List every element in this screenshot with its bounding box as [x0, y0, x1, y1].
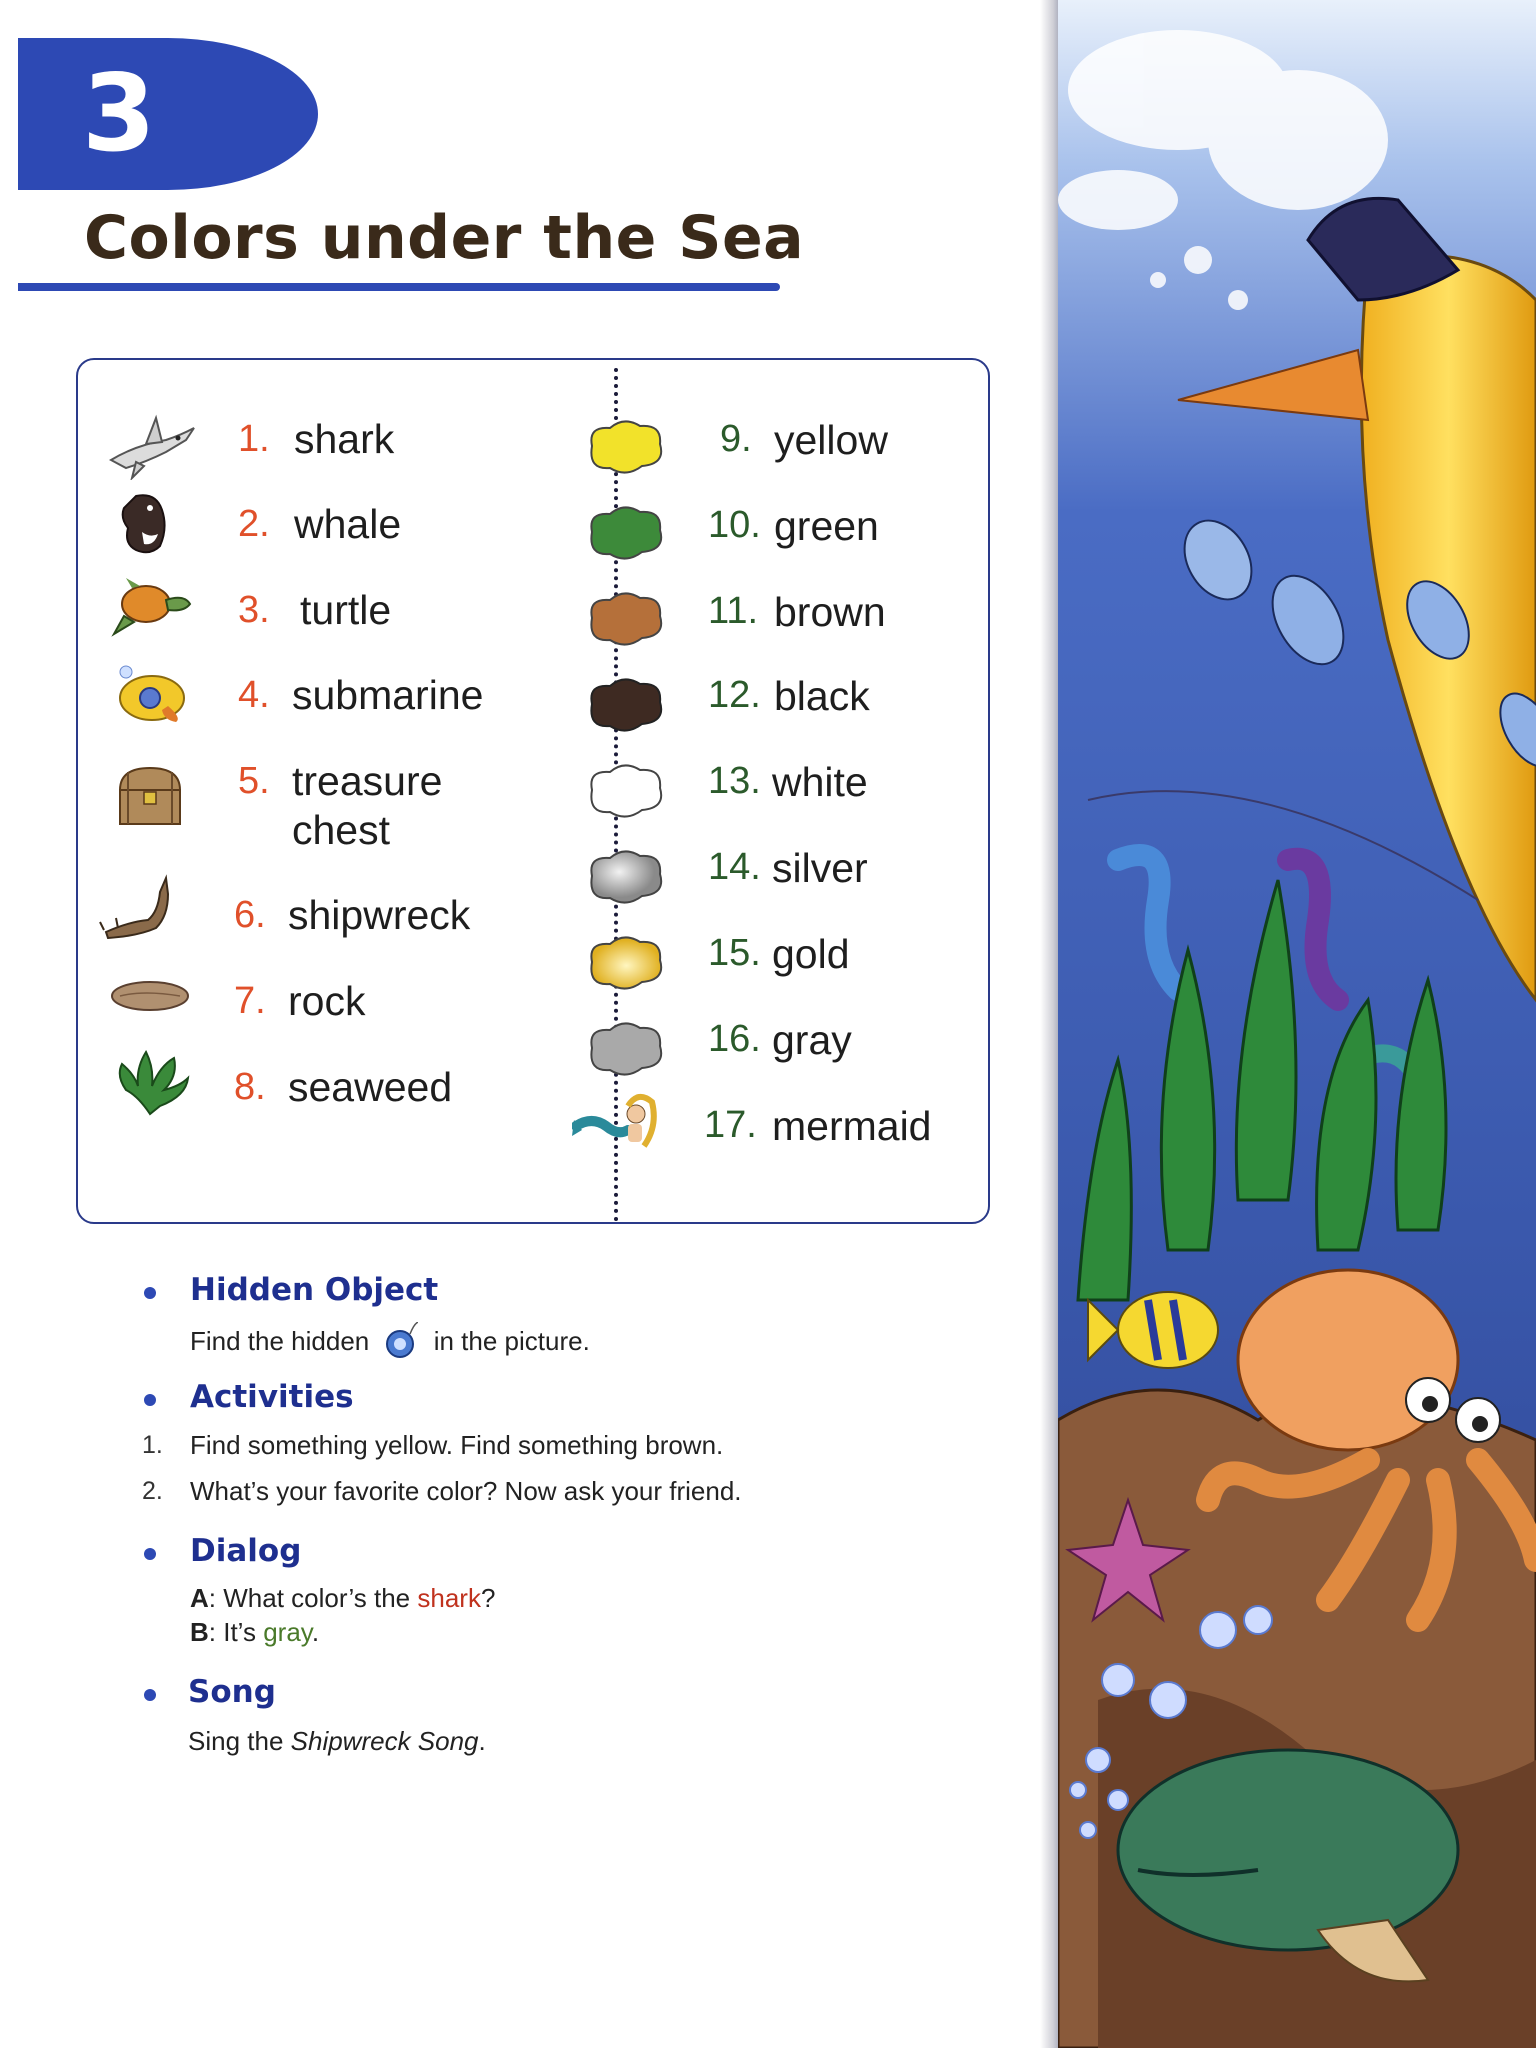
vocab-word: treasure [292, 758, 443, 804]
green-swatch-icon [580, 498, 670, 568]
bullet [144, 1287, 156, 1299]
bullet [144, 1689, 156, 1701]
submarine-icon [106, 658, 196, 728]
shipwreck-icon [98, 872, 188, 942]
vocab-number: 14. [708, 846, 761, 888]
rock-icon [104, 956, 194, 1026]
dialog-heading: Dialog [190, 1533, 302, 1569]
vocab-word: whale [294, 501, 402, 547]
song-text [188, 1726, 486, 1757]
vocab-number: 13. [708, 760, 761, 802]
vocabulary-box [76, 358, 990, 1224]
mermaid-icon [572, 1086, 672, 1170]
vocab-word: gray [772, 1017, 852, 1063]
underwater-scene [1058, 0, 1536, 2048]
speaker-a: A [190, 1583, 209, 1613]
vocab-number: 7. [234, 980, 266, 1022]
activity-text: What’s your favorite color? Now ask your friend. [190, 1476, 742, 1506]
dialog-b-end: . [311, 1617, 320, 1647]
vocab-number: 3. [238, 589, 270, 631]
vocab-number: 17. [704, 1104, 757, 1146]
vocab-number: 8. [234, 1066, 266, 1108]
activities-heading: Activities [190, 1379, 354, 1415]
vocab-number: 15. [708, 932, 761, 974]
vocab-number: 12. [708, 674, 761, 716]
hidden-object-text-after: in the picture. [433, 1326, 590, 1356]
vocab-word: seaweed [288, 1064, 453, 1110]
vocab-word: turtle [300, 587, 392, 633]
silver-swatch-icon [580, 842, 670, 912]
vocab-word: yellow [774, 417, 888, 463]
vocab-word: mermaid [772, 1103, 932, 1149]
activity-text: Find something yellow. Find something brown. [190, 1430, 724, 1460]
activity-number: 1. [142, 1431, 163, 1459]
song-title: Shipwreck Song [290, 1726, 479, 1756]
black-swatch-icon [580, 670, 670, 740]
title-underline [18, 283, 780, 291]
dialog-a-end: ? [480, 1583, 496, 1613]
vocab-word: black [774, 673, 870, 719]
vocab-number: 2. [238, 503, 270, 545]
song-text-before: Sing the [188, 1726, 291, 1756]
dialog-line-a [190, 1583, 495, 1614]
vocab-number: 16. [708, 1018, 761, 1060]
vocab-word: shipwreck [288, 892, 471, 938]
brown-swatch-icon [580, 584, 670, 654]
hidden-object-heading: Hidden Object [190, 1272, 439, 1308]
vocab-number: 10. [708, 504, 761, 546]
gold-swatch-icon [580, 928, 670, 998]
yellow-swatch-icon [580, 412, 670, 482]
dialog-b-highlight: gray [263, 1617, 312, 1647]
dialog-a-text: : What color’s the [208, 1583, 418, 1613]
hidden-object-text-before: Find the hidden [190, 1326, 370, 1356]
vocab-word: white [772, 759, 868, 805]
activity-number: 2. [142, 1477, 163, 1505]
seaweed-icon [108, 1046, 198, 1116]
vocab-word: green [774, 503, 879, 549]
dialog-b-text: : It’s [208, 1617, 264, 1647]
unit-badge [18, 38, 318, 190]
gray-swatch-icon [580, 1014, 670, 1084]
whale-icon [106, 488, 196, 558]
page-title: Colors under the Sea [84, 203, 805, 273]
white-swatch-icon [580, 756, 670, 826]
treasure-chest-icon [106, 760, 196, 830]
unit-number: 3 [82, 52, 156, 175]
song-text-after: . [478, 1726, 486, 1756]
dialog-a-highlight: shark [417, 1583, 481, 1613]
vocab-number: 5. [238, 760, 270, 802]
vocab-word: shark [294, 416, 395, 462]
vocab-word: rock [288, 978, 366, 1024]
vocab-word: brown [774, 589, 886, 635]
vocab-number: 4. [238, 674, 270, 716]
song-heading: Song [188, 1674, 276, 1710]
yo-yo-icon [384, 1322, 418, 1358]
turtle-icon [106, 572, 196, 642]
hidden-object-text [190, 1322, 590, 1358]
vocab-number: 6. [234, 894, 266, 936]
vocab-number: 11. [708, 590, 759, 632]
dialog-line-b [190, 1617, 319, 1648]
bullet [144, 1548, 156, 1560]
vocab-number: 9. [720, 418, 752, 460]
shark-icon [106, 410, 196, 480]
vocab-number: 1. [238, 418, 270, 460]
vocab-word: gold [772, 931, 850, 977]
vocab-word: submarine [292, 672, 484, 718]
vocab-word-line2: chest [292, 807, 390, 853]
vocab-word: silver [772, 845, 868, 891]
speaker-b: B [190, 1617, 209, 1647]
bullet [144, 1394, 156, 1406]
